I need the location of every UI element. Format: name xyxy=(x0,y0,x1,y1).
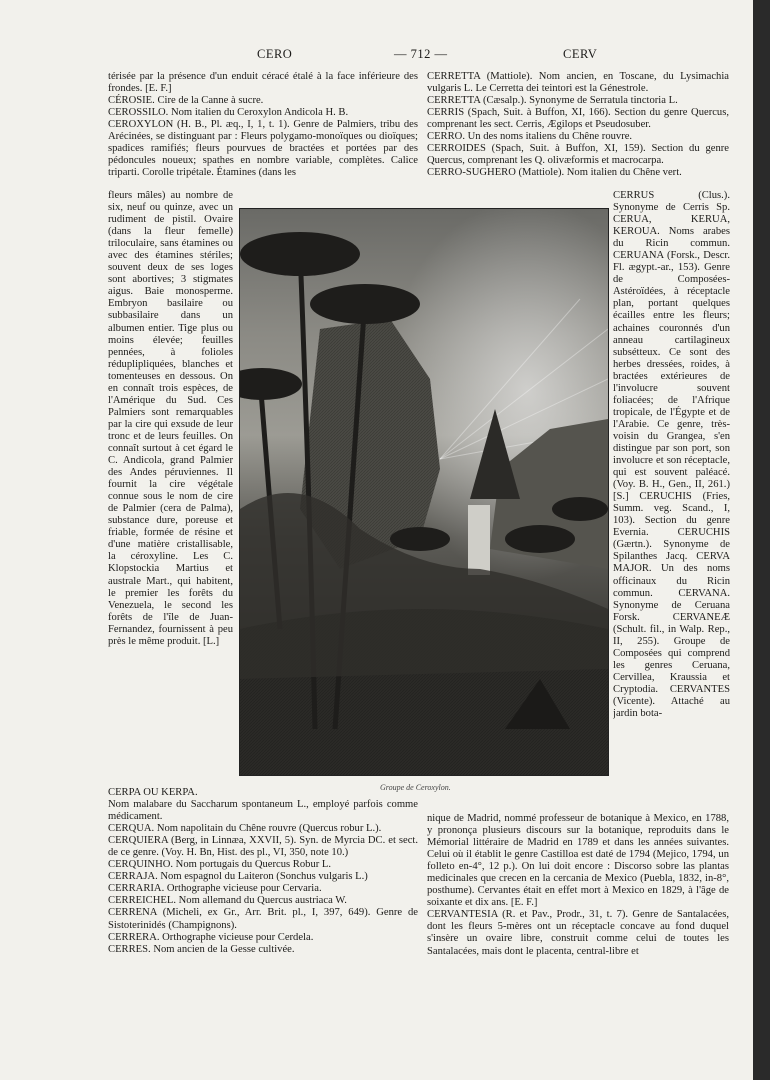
entry-cerro-sughero: CERRO-SUGHERO (Mattiole). Nom italien du Chêne vert. xyxy=(427,167,682,179)
entry-cerossilo: CEROSSILO. Nom italien du Ceroxylon Andicola H. B. xyxy=(108,107,349,119)
entry-cervantesia: CERVANTESIA (R. et Pav., Prodr., 31, t. 7). Genre de Santalacées, dont les fleurs 5-mères ont un réceptacle concave au fond duquel s'insère un ovaire libre, construit comme celui de toutes les Santalacées, mais dont le placenta, central-libre et xyxy=(427,909,729,957)
entry-cerpa: CERPA OU KERPA. xyxy=(108,787,198,798)
header-left-word: CERO xyxy=(257,47,293,61)
right-narrow-column: CERRUS (Clus.). Synonyme de Cerris Sp. CERUA, KERUA, KEROUA. Noms arabes du Ricin commun. CERUANA (Forsk., Descr. Fl. ægypt.-ar., 153). Genre de Composées-Astéroïdées, à réceptacle plan, portant quelques écailles entre les fleurs; achaines couronnés d'un anneau cartilagineux subsétteux. Ce sont des herbes dressées, roides, à bractées extérieures de l'involucre souvent foliacées; de l'Afrique tropicale, de l'Égypte et de l'Arabie. Ce genre, très-voisin du Grangea, s'en distingue par son port, son involucre et son réceptacle, qui est souvent paléacé. (Voy. B. H., Gen., II, 261.) [S.] CERUCHIS (Fries, Summ. veg. Scand., I, 103). Section du genre Evernia. CERUCHIS (Gærtn.). Synonyme de Spilanthes Jacq. CERVA MAJOR. Un des noms officinaux du Ricin commun. CERVANA. Synonyme de Ceruana Forsk. CERVANEÆ (Schult. fil., in Walp. Rep., II, 255). Groupe de Composées qui comprend les genres Ceruana, Cervillea, Kraussia et Cryptodia. CERVANTES (Vicente). Attaché au jardin bota- xyxy=(613,190,730,720)
entry-text: térisée par la présence d'un enduit céracé étalé à la face inférieure des frondes. [E. F.] xyxy=(108,71,418,95)
page-number: — 712 — xyxy=(394,47,448,61)
left-column-bottom xyxy=(108,787,418,956)
entry-cerrena: CERRENA (Micheli, ex Gr., Arr. Brit. pl., I, 397, 649). Genre de Sistoterinidés (Champignons). xyxy=(108,907,418,931)
entry-cerreichel: CERREICHEL. Nom allemand du Quercus austriaca W. xyxy=(108,895,347,907)
figure-caption: Groupe de Ceroxylon. xyxy=(380,783,451,792)
entry-cerretta-2: CERRETTA (Cæsalp.). Synonyme de Serratula tinctoria L. xyxy=(427,95,678,107)
entry-cerretta: CERRETTA (Mattiole). Nom ancien, en Toscane, du Lysimachia vulgaris L. Le Cerretta dei teintori est la Génestrole. xyxy=(427,71,729,95)
right-column-top xyxy=(427,71,729,179)
entry-cerraja: CERRAJA. Nom espagnol du Laiteron (Sonchus vulgaris L.) xyxy=(108,871,368,883)
entry-ceroxylon: CEROXYLON (H. B., Pl. æq., I, 1, t. 1). Genre de Palmiers, tribu des Arécinées, se distinguant par : Fleurs polygamo-monoïques ou dioïques; spadices ramifiés; fleurs pourvues de bractées et portées par des pédoncules noueux; spathes en nombre variable, complètes. Calice triparti. Corolle tripétale. Étamines (dans les xyxy=(108,119,418,179)
entry-cerqua: CERQUA. Nom napolitain du Chêne rouvre (Quercus robur L.). xyxy=(108,823,382,835)
engraving-image xyxy=(240,209,608,775)
right-column-bottom xyxy=(427,813,729,958)
entry-cerquiera: CERQUIERA (Berg, in Linnæa, XXVII, 5). Syn. de Myrcia DC. et sect. de ce genre. (Voy. H. Bn, Hist. des pl., VI, 350, note 10.) xyxy=(108,835,418,859)
page-binding-edge xyxy=(753,0,770,1080)
header-right-word: CERV xyxy=(563,47,598,61)
entry-cerrera: CERRERA. Orthographe vicieuse pour Cerdela. xyxy=(108,931,314,943)
entry-cerquinho: CERQUINHO. Nom portugais du Quercus Robur L. xyxy=(108,859,332,871)
left-column-top xyxy=(108,71,418,179)
entry-text: Nom malabare du Saccharum spontaneum L., employé parfois comme médicament. xyxy=(108,799,418,823)
entry-cerris: CERRIS (Spach, Suit. à Buffon, XI, 166). Section du genre Quercus, comprenant les sect. Cerris, Ægilops et Pseudosuber. xyxy=(427,107,729,131)
entry-cervantes-cont: nique de Madrid, nommé professeur de botanique à Mexico, en 1788, y prononça plusieurs discours sur la botanique, reproduits dans le Mémorial littéraire de Madrid en 1789 et dans les années suivantes. Celui où il établit le genre Castilloa est daté de 1794 (Mejico, 1794, un folleto en-4°, 12 p.). On lui doit encore : Discorso sobre las plantas medicinales que crecen en la cercania de Mexico (Puebla, 1832, in-8°, posthume). Cervantes était en effet mort à Mexico en 1829, à l'âge de soixante et dix ans. [E. F.] xyxy=(427,813,729,909)
entry-cerroides: CERROIDES (Spach, Suit. à Buffon, XI, 159). Section du genre Quercus, comprenant les Q. olivæformis et macrocarpa. xyxy=(427,143,729,167)
entry-cerraria: CERRARIA. Orthographe vicieuse pour Cervaria. xyxy=(108,883,322,895)
entry-cerosie: CÉROSIE. Cire de la Canne à sucre. xyxy=(108,95,264,107)
entry-cerro: CERRO. Un des noms italiens du Chêne rouvre. xyxy=(427,131,633,143)
illustration-ceroxylon-palms xyxy=(239,208,609,776)
left-narrow-column: fleurs mâles) au nombre de six, neuf ou quinze, avec un rudiment de pistil. Ovaire (dans la fleur femelle) triloculaire, sans étamines ou avec des étamines stériles; souvent deux de ses loges sont abortives; 3 stigmates aigus. Baie monosperme. Embryon basilaire ou subbasilaire dans un albumen entier. Tige plus ou moins élevée; feuilles pennées, à folioles réduplipliquées, blanches et tomenteuses en dessous. On en connaît trois espèces, de l'Amérique du Sud. Ces Palmiers sont remarquables par la cire qui exsude de leur tronc et de leurs feuilles. On connaît surtout à cet égard le C. Andicola, grand Palmier des Andes péruviennes. Il fournit la cire végétale connue sous le nom de cire de Palmier (cera de Palma), substance dure, poreuse et friable, formée de résine et d'une matière cristallisable, la céroxyline. Les C. Klopstockia Martius et australe Mart., qui habitent, le premier les forêts du Venezuela, le second les forêts de l'île de Juan-Fernandez, fournissent à peu près le même produit. [L.] xyxy=(108,190,233,647)
entry-cerres: CERRES. Nom ancien de la Gesse cultivée. xyxy=(108,943,295,955)
